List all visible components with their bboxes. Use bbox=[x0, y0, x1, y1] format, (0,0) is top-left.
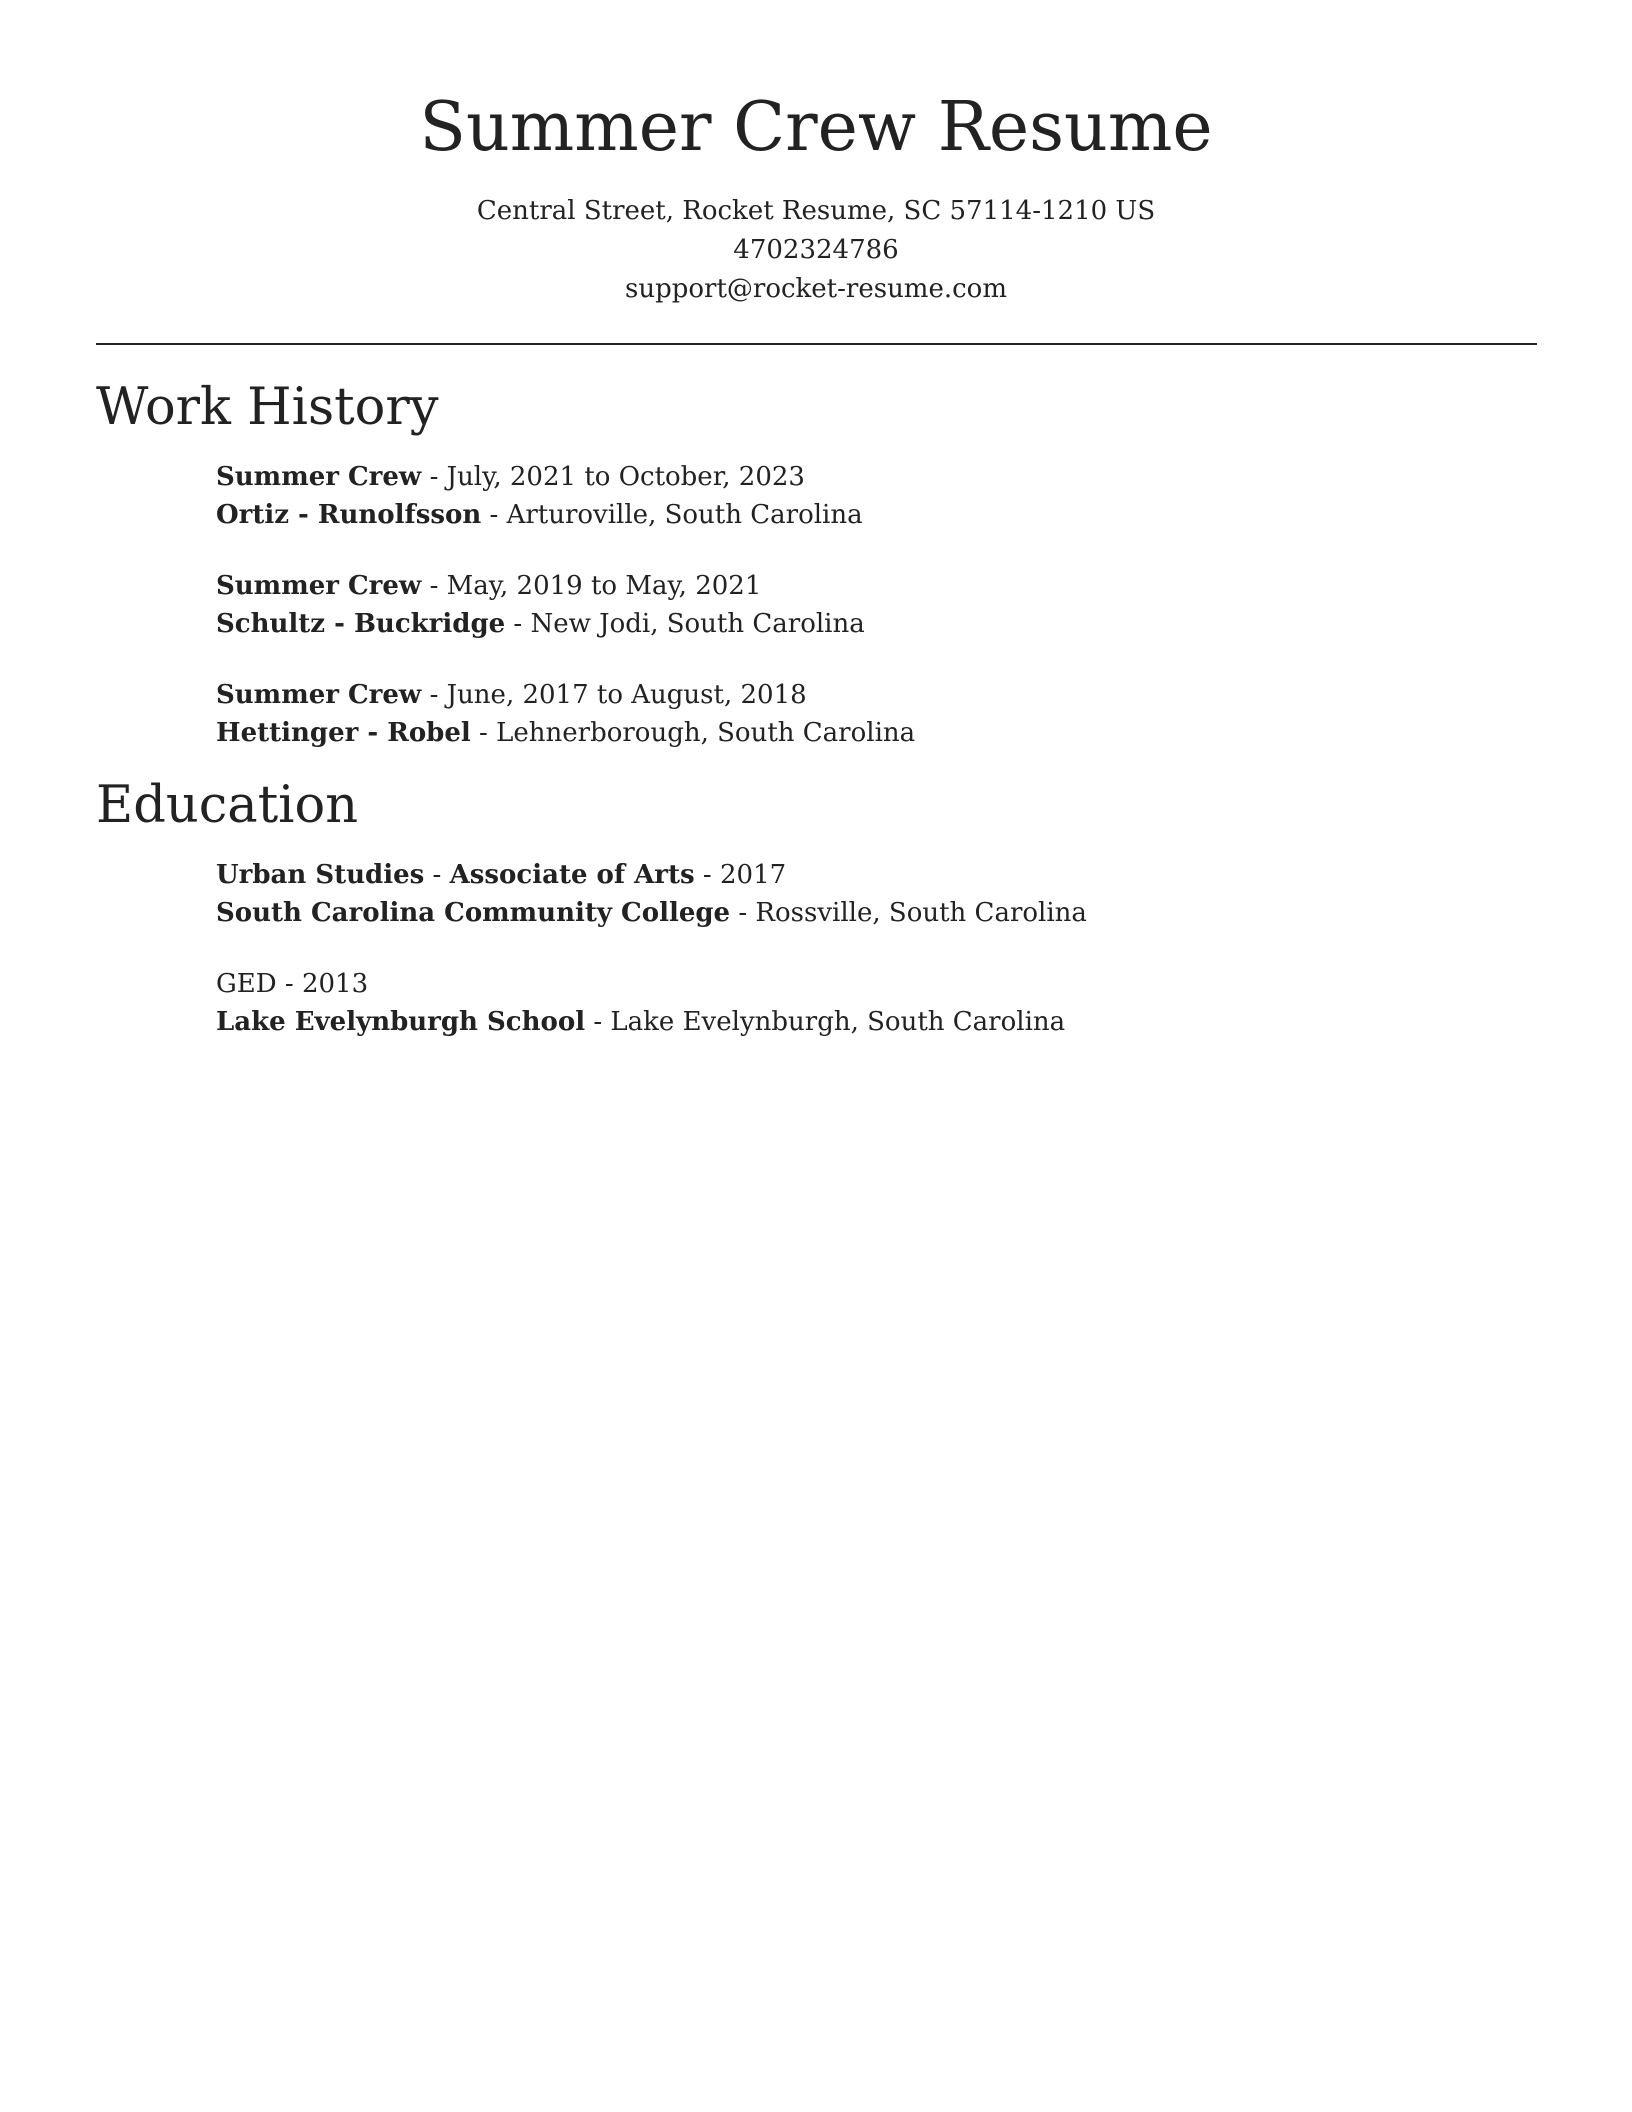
separator: - bbox=[424, 860, 450, 890]
job-location: Lehnerborough, South Carolina bbox=[496, 718, 916, 748]
separator: - bbox=[481, 500, 507, 530]
resume-title: Summer Crew Resume bbox=[419, 88, 1213, 167]
graduation-year: 2017 bbox=[719, 860, 787, 890]
separator: - bbox=[585, 1007, 611, 1037]
company-name: Ortiz - Runolfsson bbox=[216, 500, 482, 530]
separator: - bbox=[730, 898, 756, 928]
separator: - bbox=[505, 609, 531, 639]
resume-header bbox=[0, 82, 1632, 309]
school-name: Lake Evelynburgh School bbox=[216, 1007, 586, 1037]
job-position: Summer Crew bbox=[216, 462, 422, 492]
phone: 4702324786 bbox=[733, 235, 899, 265]
job-location: New Jodi, South Carolina bbox=[530, 609, 865, 639]
company-name: Schultz - Buckridge bbox=[216, 609, 506, 639]
header-divider bbox=[96, 343, 1537, 345]
work-entry bbox=[216, 676, 915, 752]
work-entry-company-line bbox=[216, 496, 863, 534]
work-entry-title-line bbox=[216, 567, 865, 605]
job-position: Summer Crew bbox=[216, 680, 422, 710]
education-heading: Education bbox=[96, 776, 359, 835]
separator: - bbox=[694, 860, 720, 890]
work-entry-title-line bbox=[216, 676, 915, 714]
education-entry-school-line bbox=[216, 1003, 1065, 1041]
work-entry-title-line bbox=[216, 458, 863, 496]
email: support@rocket-resume.com bbox=[624, 274, 1007, 304]
degree: Associate of Arts bbox=[449, 860, 695, 890]
separator: - bbox=[421, 462, 447, 492]
work-entry bbox=[216, 567, 865, 643]
job-dates: May, 2019 to May, 2021 bbox=[446, 571, 762, 601]
separator: - bbox=[421, 680, 447, 710]
separator: - bbox=[276, 969, 302, 999]
field-of-study: GED bbox=[216, 969, 277, 999]
education-entry-degree-line bbox=[216, 856, 1087, 894]
contact-info bbox=[0, 192, 1632, 309]
work-entry-company-line bbox=[216, 605, 865, 643]
job-dates: July, 2021 to October, 2023 bbox=[446, 462, 805, 492]
school-name: South Carolina Community College bbox=[216, 898, 731, 928]
job-position: Summer Crew bbox=[216, 571, 422, 601]
job-dates: June, 2017 to August, 2018 bbox=[446, 680, 807, 710]
address: Central Street, Rocket Resume, SC 57114-1210 US bbox=[476, 196, 1156, 226]
job-location: Arturoville, South Carolina bbox=[506, 500, 863, 530]
work-entry bbox=[216, 458, 863, 534]
school-location: Rossville, South Carolina bbox=[755, 898, 1087, 928]
work-history-heading: Work History bbox=[96, 378, 439, 437]
field-of-study: Urban Studies bbox=[216, 860, 425, 890]
company-name: Hettinger - Robel bbox=[216, 718, 471, 748]
school-location: Lake Evelynburgh, South Carolina bbox=[610, 1007, 1066, 1037]
separator: - bbox=[470, 718, 497, 748]
graduation-year: 2013 bbox=[301, 969, 369, 999]
education-entry bbox=[216, 965, 1065, 1041]
work-entry-company-line bbox=[216, 714, 915, 752]
education-entry-school-line bbox=[216, 894, 1087, 932]
education-entry bbox=[216, 856, 1087, 932]
separator: - bbox=[421, 571, 447, 601]
education-entry-degree-line bbox=[216, 965, 1065, 1003]
